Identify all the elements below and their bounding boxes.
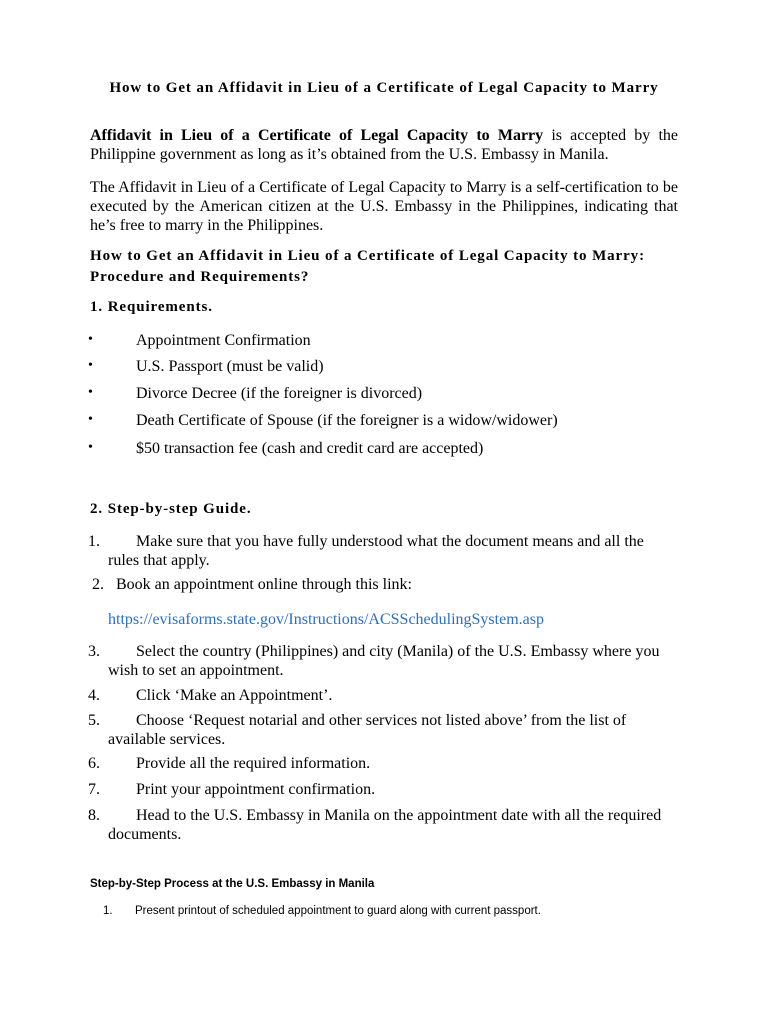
step-number: 8.: [88, 807, 100, 824]
step-number: 4.: [88, 687, 100, 704]
step-text: Provide all the required information.: [136, 755, 371, 772]
step-number: 6.: [88, 755, 100, 772]
requirement-item: Death Certificate of Spouse (if the foreigner is a widow/widower): [136, 412, 558, 429]
requirements-heading: 1. Requirements.: [90, 299, 213, 315]
step-text: Choose ‘Request notarial and other services not listed above’ from the list of available services.: [108, 712, 627, 748]
step-text: Make sure that you have fully understood what the document means and all the rules that apply.: [108, 533, 644, 569]
requirement-item: Divorce Decree (if the foreigner is divorced): [136, 385, 423, 402]
intro-paragraph: [90, 126, 678, 164]
step-number: 5.: [88, 712, 100, 729]
requirement-item: Appointment Confirmation: [136, 332, 311, 349]
step-text: Print your appointment confirmation.: [136, 781, 376, 798]
embassy-process-heading: Step-by-Step Process at the U.S. Embassy in Manila: [90, 878, 375, 890]
guide-heading: 2. Step-by-step Guide.: [90, 501, 252, 517]
step-number: 2.: [92, 576, 104, 593]
step-number: 7.: [88, 781, 100, 798]
step-text: Head to the U.S. Embassy in Manila on the appointment date with all the required documents.: [108, 807, 662, 843]
bullet-icon: •: [88, 412, 93, 427]
embassy-step-number: 1.: [103, 905, 113, 917]
section-heading: How to Get an Affidavit in Lieu of a Certificate of Legal Capacity to Marry: Procedure and Requirements?: [90, 248, 645, 285]
step-number: 1.: [88, 533, 100, 550]
step-text: Click ‘Make an Appointment’.: [136, 687, 333, 704]
step-number: 3.: [88, 643, 100, 660]
step-text: Select the country (Philippines) and city (Manila) of the U.S. Embassy where you wish to set an appointment.: [108, 643, 660, 679]
requirement-item: U.S. Passport (must be valid): [136, 358, 324, 375]
step-text: Book an appointment online through this link:: [116, 576, 412, 593]
appointment-link[interactable]: https://evisaforms.state.gov/Instructions/ACSSchedulingSystem.asp: [108, 611, 544, 628]
embassy-step-text: Present printout of scheduled appointment to guard along with current passport.: [135, 905, 541, 917]
document-title: How to Get an Affidavit in Lieu of a Certificate of Legal Capacity to Marry: [109, 80, 659, 96]
bullet-icon: •: [88, 385, 93, 400]
definition-paragraph: The Affidavit in Lieu of a Certificate of Legal Capacity to Marry is a self-certification to be executed by the American citizen at the U.S. Embassy in the Philippines, indicating that he’s free to marry in the Philippines.: [90, 179, 678, 234]
bullet-icon: •: [88, 358, 93, 373]
bullet-icon: •: [88, 440, 93, 455]
intro-rest: is accepted by the Philippine government as long as it’s obtained from the U.S. Embassy in Manila.: [90, 127, 679, 163]
requirement-item: $50 transaction fee (cash and credit card are accepted): [136, 440, 484, 457]
bullet-icon: •: [88, 332, 93, 347]
intro-bold-phrase: Affidavit in Lieu of a Certificate of Legal Capacity to Marry: [90, 127, 544, 144]
